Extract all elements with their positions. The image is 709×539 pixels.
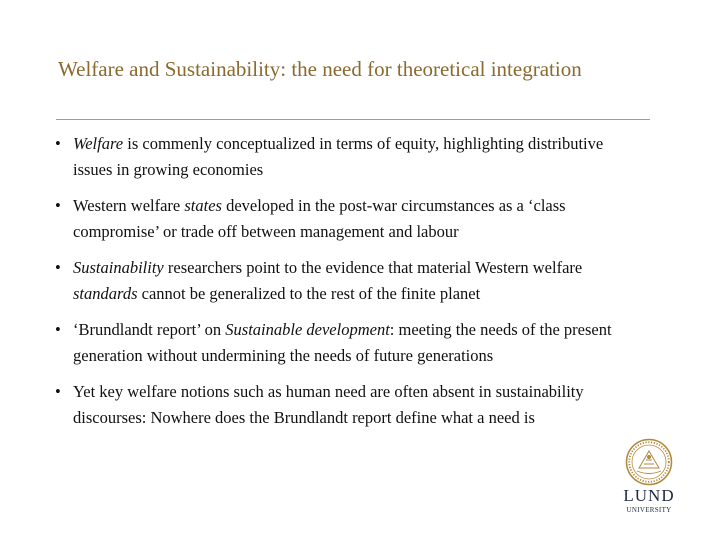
bullet-dot-icon: • [55, 382, 61, 401]
bullet-dot-icon: • [55, 320, 61, 339]
logo-subtitle: UNIVERSITY [626, 506, 672, 514]
university-seal-icon [625, 438, 673, 486]
bullet-item-brundlandt [55, 317, 645, 369]
bullet-text-pre: Western welfare [73, 196, 185, 215]
bullet-item-sustainability [55, 255, 645, 307]
bullet-text: is commenly conceptualized in terms of equity, highlighting distributive issues in growing economies [73, 134, 604, 179]
bullet-italic: Sustainable development [225, 320, 390, 339]
bullet-italic-2: standards [73, 284, 138, 303]
bullet-italic: states [184, 196, 222, 215]
slide-title: Welfare and Sustainability: the need for theoretical integration [58, 57, 582, 81]
bullet-text: : meeting the needs of the present generation without undermining the needs of future generations [73, 320, 612, 365]
bullet-text: developed in the post-war circumstances as a ‘class compromise’ or trade off between management and labour [73, 196, 566, 241]
bullet-item-welfare [55, 131, 645, 183]
title-divider [56, 119, 650, 120]
bullet-dot-icon: • [55, 134, 61, 153]
bullet-list [55, 131, 645, 441]
bullet-dot-icon: • [55, 258, 61, 277]
logo-wordmark: LUND [623, 486, 675, 505]
bullet-item-welfare-states [55, 193, 645, 245]
bullet-italic: Welfare [73, 134, 124, 153]
bullet-italic: Sustainability [73, 258, 164, 277]
bullet-text-pre: ‘Brundlandt report’ on [73, 320, 226, 339]
bullet-text: Yet key welfare notions such as human need are often absent in sustainability discourses: Nowhere does the Brundlandt report define what a need is [73, 382, 584, 427]
lund-university-logo [617, 438, 681, 518]
bullet-text-mid: researchers point to the evidence that material Western welfare [163, 258, 583, 277]
bullet-dot-icon: • [55, 196, 61, 215]
bullet-text: cannot be generalized to the rest of the finite planet [137, 284, 481, 303]
bullet-item-key-notions [55, 379, 645, 431]
